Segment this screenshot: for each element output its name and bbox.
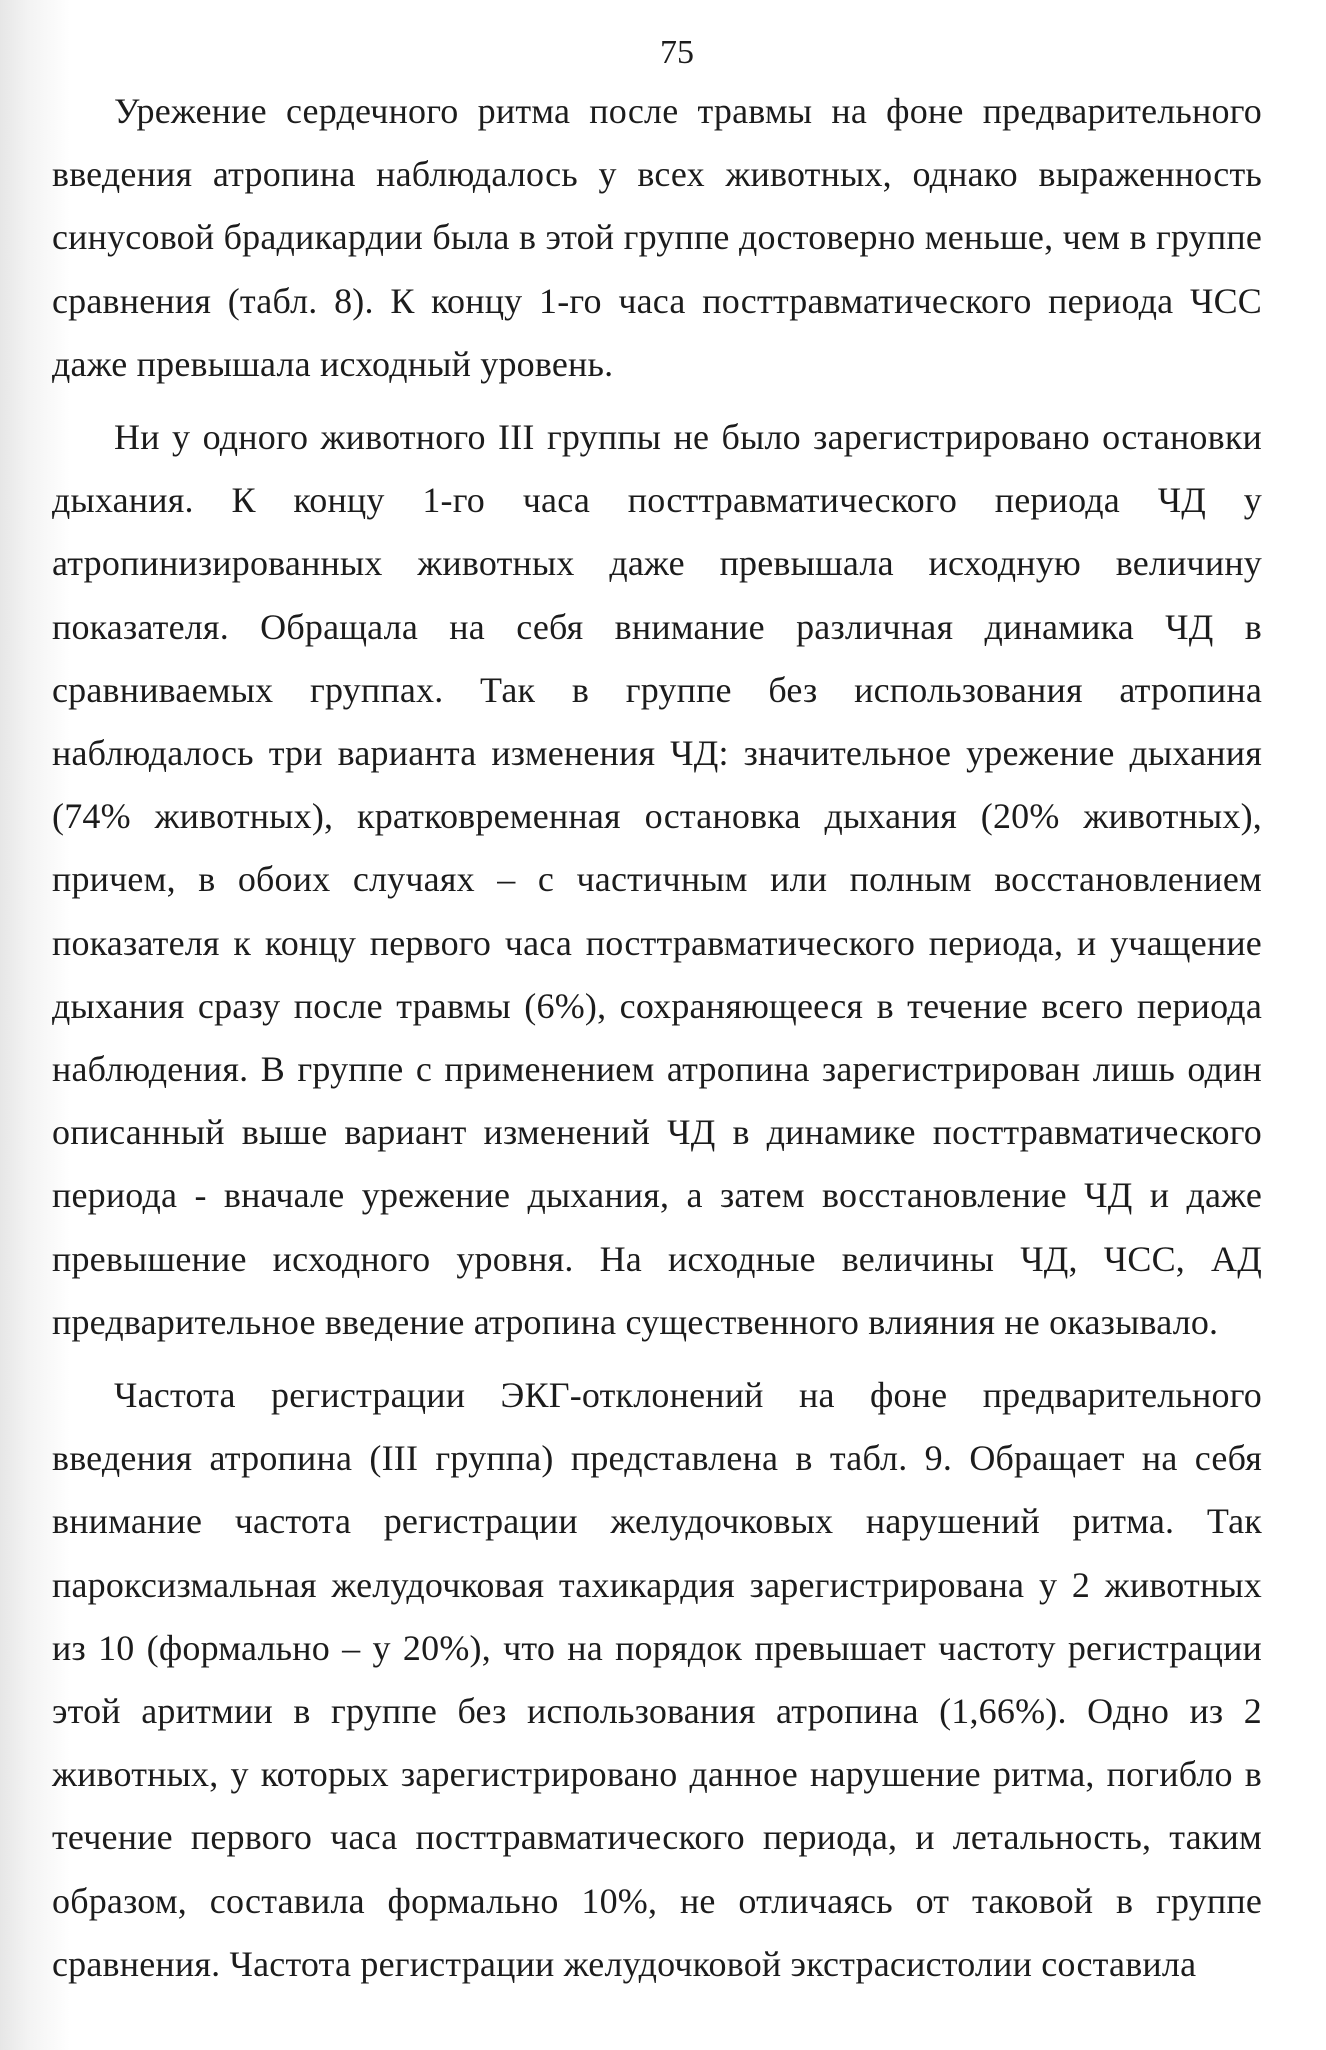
- page-number: 75: [660, 34, 694, 71]
- paragraph-respiration: Ни у одного животного III группы не было зарегистрировано остановки дыхания. К концу 1-го часа посттравматического периода ЧД у атропинизированных животных даже превышала исходную величину показателя. Обращала на себя внимание различная динамика ЧД в сравниваемых группах. Так в группе без использования атропина наблюдалось три варианта изменения ЧД: значительное урежение дыхания (74% животных), кратковременная остановка дыхания (20% животных), причем, в обоих случаях – с частичным или полным восстановлением показателя к концу первого часа посттравматического периода, и учащение дыхания сразу после травмы (6%), сохраняющееся в течение всего периода наблюдения. В группе с применением атропина зарегистрирован лишь один описанный выше вариант изменений ЧД в динамике посттравматического периода - вначале урежение дыхания, а затем восстановление ЧД и даже превышение исходного уровня. На исходные величины ЧД, ЧСС, АД предварительное введение атропина существенного влияния не оказывало.: [52, 417, 1262, 1342]
- paragraph-ecg: Частота регистрации ЭКГ-отклонений на фоне предварительного введения атропина (III группа) представлена в табл. 9. Обращает на себя внимание частота регистрации желудочковых нарушений ритма. Так пароксизмальная желудочковая тахикардия зарегистрирована у 2 животных из 10 (формально – у 20%), что на порядок превышает частоту регистрации этой аритмии в группе без использования атропина (1,66%). Одно из 2 животных, у которых зарегистрировано данное нарушение ритма, погибло в течение первого часа посттравматического периода, и летальность, таким образом, составила формально 10%, не отличаясь от таковой в группе сравнения. Частота регистрации желудочковой экстрасистолии составила: [52, 1375, 1262, 1984]
- paragraph-heart-rate: Урежение сердечного ритма после травмы на фоне предварительного введения атропина наблюдалось у всех животных, однако выраженность синусовой брадикардии была в этой группе достоверно меньше, чем в группе сравнения (табл. 8). К концу 1-го часа посттравматического периода ЧСС даже превышала исходный уровень.: [52, 91, 1262, 384]
- document-page: [52, 28, 1262, 1996]
